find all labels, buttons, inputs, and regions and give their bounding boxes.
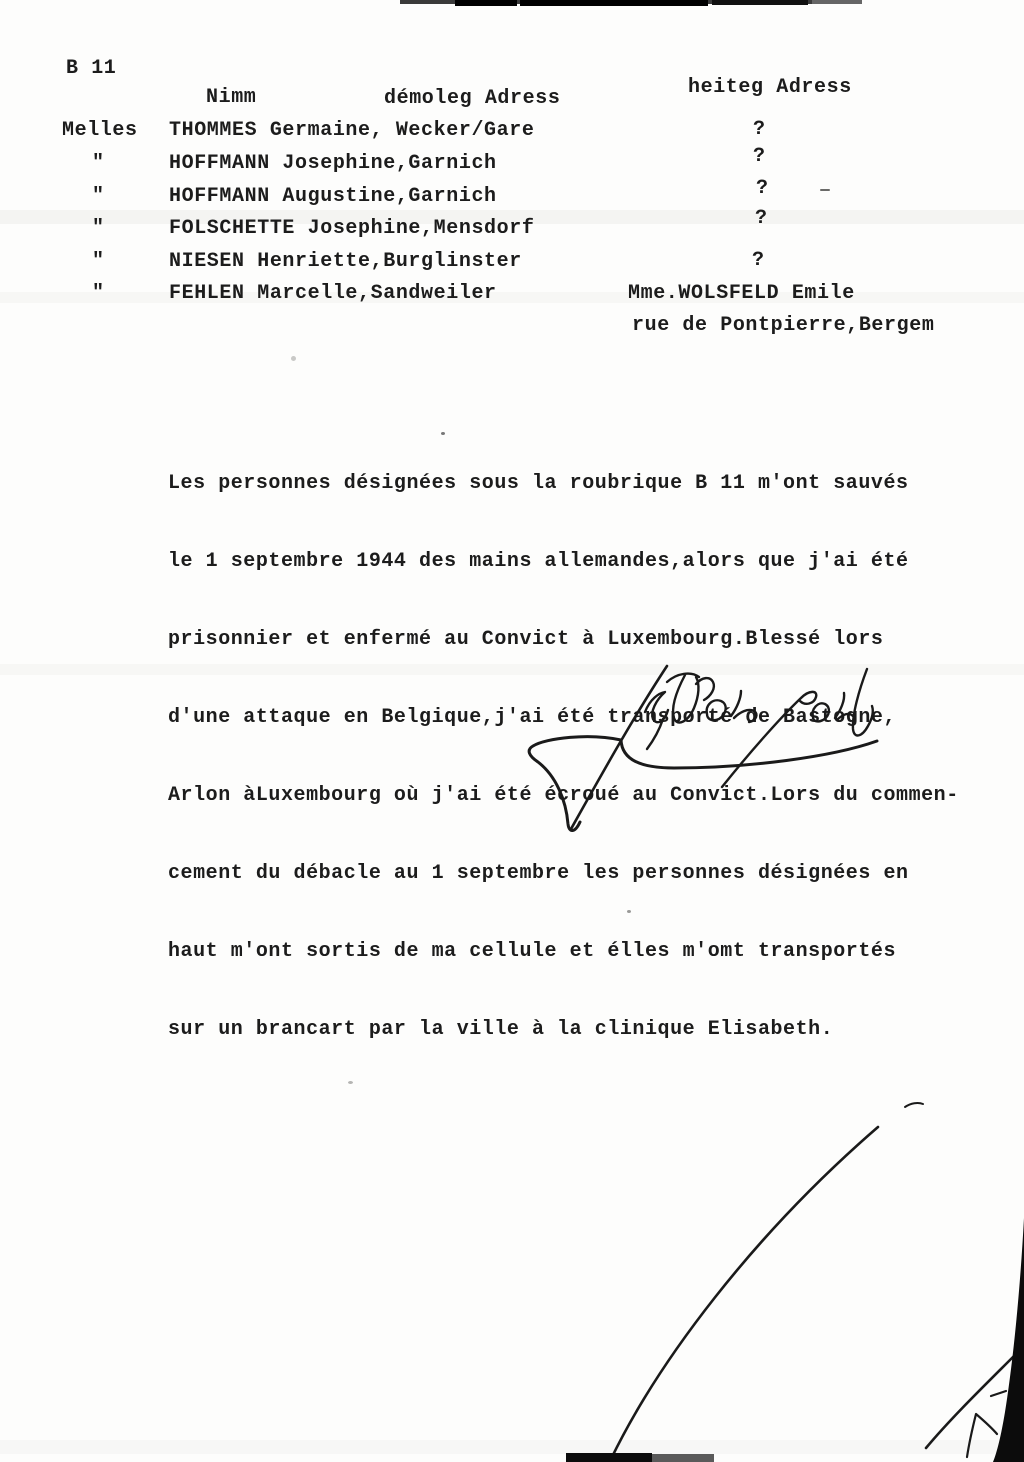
pen-stroke-corner-dash (991, 1391, 1006, 1396)
person-row: FEHLEN Marcelle,Sandweiler (169, 282, 497, 305)
scan-bar-top (400, 0, 862, 6)
statement-line: prisonnier et enfermé au Convict à Luxembourg.Blessé lors (168, 628, 884, 651)
pen-stroke-small-dash (905, 1103, 923, 1107)
col-header-name: Nimm (206, 86, 257, 109)
pen-stroke-corner-curve (926, 1356, 1014, 1448)
current-address-unknown: ? (752, 249, 765, 272)
statement-line: haut m'ont sortis de ma cellule et élles m'omt transportés (168, 940, 897, 963)
doc-id: B 11 (66, 57, 117, 80)
statement-line: le 1 septembre 1944 des mains allemandes,alors que j'ai été (168, 550, 909, 573)
col-header-current-address: heiteg Adress (688, 76, 852, 99)
scan-speck (820, 189, 830, 191)
statement-line: Arlon àLuxembourg où j'ai été écroué au Convict.Lors du commen- (168, 784, 959, 807)
statement-line: d'une attaque en Belgique,j'ai été transporté de Bastogne, (168, 706, 897, 729)
scan-band (0, 1440, 1024, 1454)
current-address-unknown: ? (755, 207, 768, 230)
row-title-ditto: " (92, 282, 105, 305)
scan-speck (291, 356, 296, 361)
person-row: FOLSCHETTE Josephine,Mensdorf (169, 217, 535, 240)
person-row: HOFFMANN Augustine,Garnich (169, 185, 497, 208)
person-row: NIESEN Henriette,Burglinster (169, 250, 522, 273)
statement-paragraph (168, 422, 959, 1092)
row-title-ditto: " (92, 250, 105, 273)
forward-address-line2: rue de Pontpierre,Bergem (632, 314, 935, 337)
statement-line: sur un brancart par la ville à la clinique Elisabeth. (168, 1018, 834, 1041)
row-title-ditto: " (92, 152, 105, 175)
pen-stroke-long-diagonal (611, 1127, 878, 1459)
current-address-unknown: ? (753, 145, 766, 168)
row-title: Melles (62, 119, 138, 142)
scan-bar-bottom (566, 1453, 714, 1462)
scan-shadow-corner (993, 1218, 1024, 1462)
forward-address-line1: Mme.WOLSFELD Emile (628, 282, 855, 305)
statement-line: Les personnes désignées sous la roubrique B 11 m'ont sauvés (168, 472, 909, 495)
col-header-former-address: démoleg Adress (384, 87, 561, 110)
person-row: THOMMES Germaine, Wecker/Gare (169, 119, 535, 142)
scan-band (0, 292, 1024, 303)
row-title-ditto: " (92, 185, 105, 208)
statement-line: cement du débacle au 1 septembre les personnes désignées en (168, 862, 909, 885)
row-title-ditto: " (92, 217, 105, 240)
current-address-unknown: ? (756, 177, 769, 200)
person-row: HOFFMANN Josephine,Garnich (169, 152, 497, 175)
current-address-unknown: ? (753, 118, 766, 141)
